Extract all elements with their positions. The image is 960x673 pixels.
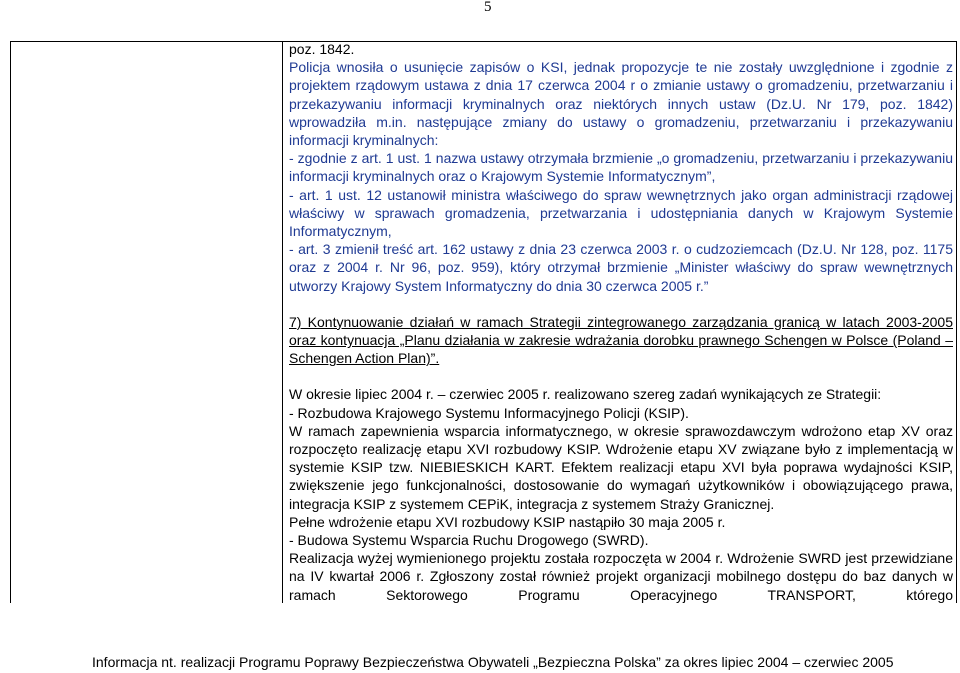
text-block-4: - art. 1 ust. 12 ustanowił ministra właściwego do spraw wewnętrznych jako organ administracji rządowej właściwy w sprawach gromadzenia, przetwarzania i udostępniania danych w Krajowym Systemie Informatycznym,	[289, 186, 953, 240]
text-block-7: - Rozbudowa Krajowego Systemu Informacyjnego Policji (KSIP).	[289, 404, 689, 421]
page-number: 5	[484, 0, 492, 15]
text-block-6: W okresie lipiec 2004 r. – czerwiec 2005 r. realizowano szereg zadań wynikających ze Strategii:	[289, 386, 882, 403]
text-block-10: - Budowa Systemu Wsparcia Ruchu Drogowego (SWRD).	[289, 532, 649, 549]
text-block-1: poz. 1842.	[289, 41, 355, 57]
text-block-11: Realizacja wyżej wymienionego projektu została rozpoczęta w 2004 r. Wdrożenie SWRD jest przewidziane na IV kwartał 2006 r. Zgłoszony został również projekt organizacji mobilnego dostępu do baz danych w ramach Sektorowego Programu Operacyjnego TRANSPORT, którego	[289, 550, 953, 603]
text-block-3: - zgodnie z art. 1 ust. 1 nazwa ustawy otrzymała brzmienie „o gromadzeniu, przetwarzaniu i przekazywaniu informacji kryminalnych oraz o Krajowym Systemie Informatycznym”,	[289, 150, 953, 185]
text-block-5: - art. 3 zmienił treść art. 162 ustawy z dnia 23 czerwca 2003 r. o cudzoziemcach (Dz.U. Nr 128, poz. 1175 oraz z 2004 r. Nr 96, poz. 959), który otrzymał brzmienie „Minister właściwy do spraw wewnętrznych utworzy Krajowy System Informatyczny do dnia 30 czerwca 2005 r.”	[289, 241, 953, 294]
table-left-column	[11, 42, 283, 603]
text-block-9: Pełne wdrożenie etapu XVI rozbudowy KSIP nastąpiło 30 maja 2005 r.	[289, 513, 726, 530]
spacer	[289, 367, 953, 385]
section-heading: 7) Kontynuowanie działań w ramach Strategii zintegrowanego zarządzania granicą w latach 2003-2005 oraz kontynuacja „Planu działania w zakresie wdrażania dorobku prawnego Schengen w Polsce (Poland – Schengen Action Plan)”.	[289, 313, 953, 367]
spacer	[289, 295, 953, 313]
text-block-8: W ramach zapewnienia wsparcia informatycznego, w okresie sprawozdawczym wdrożono etap XV oraz rozpoczęto realizację etapu XVI rozbudowy KSIP. Wdrożenie etapu XV związane było z implementacją w systemie KSIP tzw. NIEBIESKICH KART. Efektem realizacji etapu XVI była poprawa wydajności KSIP, zwiększenie jego funkcjonalności, dostosowanie do wymagań użytkowników i obowiązującego prawa, integracja KSIP z systemem CEPiK, integracja z systemem Straży Granicznej.	[289, 422, 953, 512]
text-block-2: Policja wnosiła o usunięcie zapisów o KSI, jednak propozycje te nie zostały uwzględnione i zgodnie z projektem rządowym ustawa z dnia 17 czerwca 2004 r o zmianie ustawy o gromadzeniu, przetwarzaniu i przekazywaniu informacji kryminalnych oraz niektórych innych ustaw (Dz.U. Nr 179, poz. 1842) wprowadziła m.in. następujące zmiany do ustawy o gromadzeniu, przetwarzaniu i przekazywaniu informacji kryminalnych:	[289, 59, 953, 149]
table-content-cell	[289, 40, 953, 604]
page-footer: Informacja nt. realizacji Programu Poprawy Bezpieczeństwa Obywateli „Bezpieczna Polska” za okres lipiec 2004 – czerwiec 2005	[92, 654, 894, 670]
